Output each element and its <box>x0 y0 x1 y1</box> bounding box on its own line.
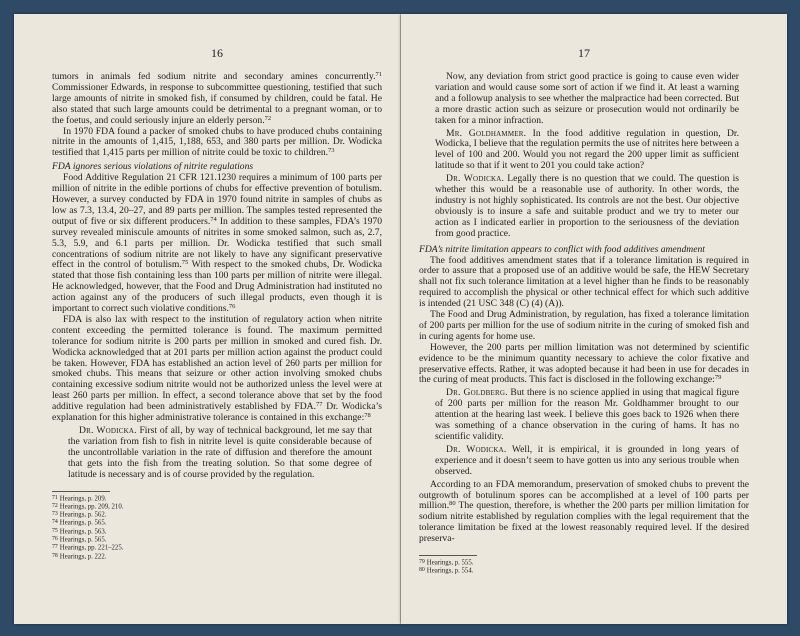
section-heading: FDA’s nitrite limitation appears to conflict with food additives amendment <box>419 243 705 255</box>
paragraph: The Food and Drug Administration, by regulation, has fixed a tolerance limitation of 200 parts per million for the use of sodium nitrite in the curing of smoked fish and in curing agents for home use. <box>419 309 749 342</box>
footnote-ref: 74 <box>210 215 217 223</box>
footnote-ref: 72 <box>264 114 272 122</box>
footnote-ref: 73 <box>328 147 335 155</box>
footnote: 78 Hearings, p. 222. <box>52 552 107 561</box>
footnote-rule <box>52 491 110 492</box>
footnote-ref: 75 <box>181 259 189 267</box>
paragraph: Food Additive Regulation 21 CFR 121.1230 requires a minimum of 100 parts per million of nitrite in the edible portions of chubs for effective prevention of botulism. However, a survey conducted by FDA in 1970 found nitrite in samples of chubs as low as 7.3, 13.4, 20–27, and 89 parts per million. The samples tested represented the output of five or six different producers.$^{74}$ In addition to these samples, FDA’s 1970 survey revealed miniscule amounts of nitrites in some smoked salmon, such as, 2.7, 5.3, 5.9, and 6.1 parts per million. Dr. Wodicka testified that such small concentrations of sodium nitrite are not likely to have any significant preservative effect in the control of botulism.$^{75}$ With respect to the smoked chubs, Dr. Wodicka stated that those fish containing less than 100 parts per million of nitrite were illegal. He acknowledged, however, that the Food and Drug Administration had instituted no action against any of the producers of such illegal products, even though it is important to correct such violative conditions.$^{76}$ <box>52 172 383 315</box>
footnote: 79 Hearings, p. 555. <box>419 559 474 567</box>
paragraph: tumors in animals fed sodium nitrite and secondary amines concurrently.$^{71}$ Commissioner Edwards, in response to subcommittee questioning, testified that such large amounts of nitrite in smoked fish, if consumed by children, could be fatal. He also stated that such large amounts could be detrimental to a pregnant woman, or to the foetus, and could seriously injure an elderly person.$^{72}$ <box>52 71 382 126</box>
speaker-name: Dr. Wodicka. <box>79 425 137 436</box>
footnote: 71 Hearings, p. 209. <box>52 494 107 503</box>
paragraph: The food additives amendment states that if a tolerance limitation is required in order to assure that a proposed use of an additive would be safe, the HEW Secretary shall not fix such tolerance limitation at a level higher than he finds to be reasonably required to accomplish the physical or other technical effect for which such additive is intended (21 USC 348 (C) (4) (A)). <box>419 254 749 310</box>
paragraph: However, the 200 parts per million limitation was not determined by scientific evidence to be the minimum quantity necessary to achieve the color fixative and preservative effects. Rather, it was adopted because it had been in use for decades in the curing of meat products. This fact is disclosed in the following exchange:$^{79}$ <box>419 341 749 386</box>
page-number: 17 <box>578 46 590 60</box>
testimony-quote: Dr. Goldberg. But there is no science applied in using that magical figure of 200 parts per million for the reason Mr. Goldhammer brought to our attention at the hearing last week. I believe this goes back to 1926 when there was something of a chance observation in the curing of hams. It has no scientific validity. <box>435 387 739 442</box>
footnote: 77 Hearings, pp. 221–225. <box>52 544 124 552</box>
footnote-rule <box>419 555 477 556</box>
footnote-ref: 71 <box>375 71 382 78</box>
footnote: 76 Hearings, p. 565. <box>52 536 107 544</box>
paragraph: FDA is also lax with respect to the institution of regulatory action when nitrite content exceeding the permitted tolerance is found. The maximum permitted tolerance for sodium nitrite is 200 parts per million in smoked and cured fish. Dr. Wodicka acknowledged that at 201 parts per million action against the product could be taken. However, FDA has established an action level of 260 parts per million for smoked chubs. This means that seizure or other action involving smoked chubs containing excessive sodium nitrite would not be authorized unless the level were at least 260 parts per million. In effect, a second tolerance above that set by the food additive regulation had been administratively established by FDA.$^{77}$ Dr. Wodicka’s explanation for this higher administrative tolerance is contained in this exchange:$^{78}$ <box>52 313 382 424</box>
testimony-quote: Mr. Goldhammer. In the food additive regulation in question, Dr. Wodicka, I believe that the regulation permits the use of nitrites here between a level of 100 and 200. Would you not regard the 200 upper limit as sufficient latitude so that if it went to 201 you could take action? <box>435 127 739 172</box>
footnotes <box>52 495 382 561</box>
footnote: 74 Hearings, p. 565. <box>52 519 107 527</box>
footnote-ref: 79 <box>714 374 722 382</box>
footnotes <box>419 559 749 576</box>
page-number: 16 <box>211 46 223 60</box>
footnote: 72 Hearings, pp. 209, 210. <box>52 502 124 511</box>
speaker-name: Dr. Wodicka. <box>446 173 505 185</box>
paragraph: In 1970 FDA found a packer of smoked chubs to have produced chubs containing nitrite in the amounts of 1,415, 1,188, 653, and 380 parts per million. Dr. Wodicka testified that 1,415 parts per million of nitrite could be toxic to children.$^{73}$ <box>52 125 382 159</box>
speaker-name: Mr. Goldhammer. <box>446 127 527 139</box>
testimony-quote: Dr. Wodicka. Legally there is no question that we could. The question is whether this would be a reasonable use of authority. In other words, the industry is not highly sophisticated. Its controls are not the best. Our objective obviously is to insure a safe and suitable product and we try to meter our action as I indicated earlier in proportion to the seriousness of the deviation from good practice. <box>435 173 740 239</box>
footnote-ref: 78 <box>364 412 371 420</box>
footnote: 80 Hearings, p. 554. <box>419 567 474 575</box>
testimony-quote: Now, any deviation from strict good practice is going to cause even wider variation and would cause some sort of action if we find it. At least a warning and a followup analysis to see whether the malpractice had been corrected. But a more drastic action such as seizure or prosecution would not ordinarily be taken for a minor infraction. <box>435 71 739 126</box>
footnote-ref: 80 <box>449 500 456 508</box>
section-heading: FDA ignores serious violations of nitrite regulations <box>52 161 254 173</box>
right-page <box>401 14 787 624</box>
speaker-name: Dr. Goldberg. <box>446 387 508 399</box>
testimony-quote: Dr. Wodicka. Well, it is empirical, it is grounded in long years of experience and it doesn’t seem to have gotten us into any serious trouble when observed. <box>435 443 739 477</box>
footnote-ref: 76 <box>228 303 236 311</box>
left-page <box>14 14 400 624</box>
testimony-quote: Dr. Wodicka. First of all, by way of technical background, let me say that the variation from fish to fish in nitrite level is quite considerable because of the uncontrollable variation in the rate of diffusion and therefore the amount that gets into the fish from the treating solution. So that some degree of latitude is necessary and is of course provided by the regulation. <box>68 425 373 480</box>
footnote: 73 Hearings, p. 562. <box>52 511 107 519</box>
footnote: 75 Hearings, p. 563. <box>52 527 107 536</box>
footnote-ref: 77 <box>315 401 323 409</box>
speaker-name: Dr. Wodicka. <box>446 443 507 455</box>
paragraph: According to an FDA memorandum, preservation of smoked chubs to prevent the outgrowth of botulinum spores can be accomplished at a level of 100 parts per million.$^{80}$ The question, therefore, is whether the 200 parts per million limitation for sodium nitrite established by regulation complies with the legal requirement that the tolerance limitation be fixed at the lowest reasonably required level. If the desired preserva- <box>419 478 749 545</box>
